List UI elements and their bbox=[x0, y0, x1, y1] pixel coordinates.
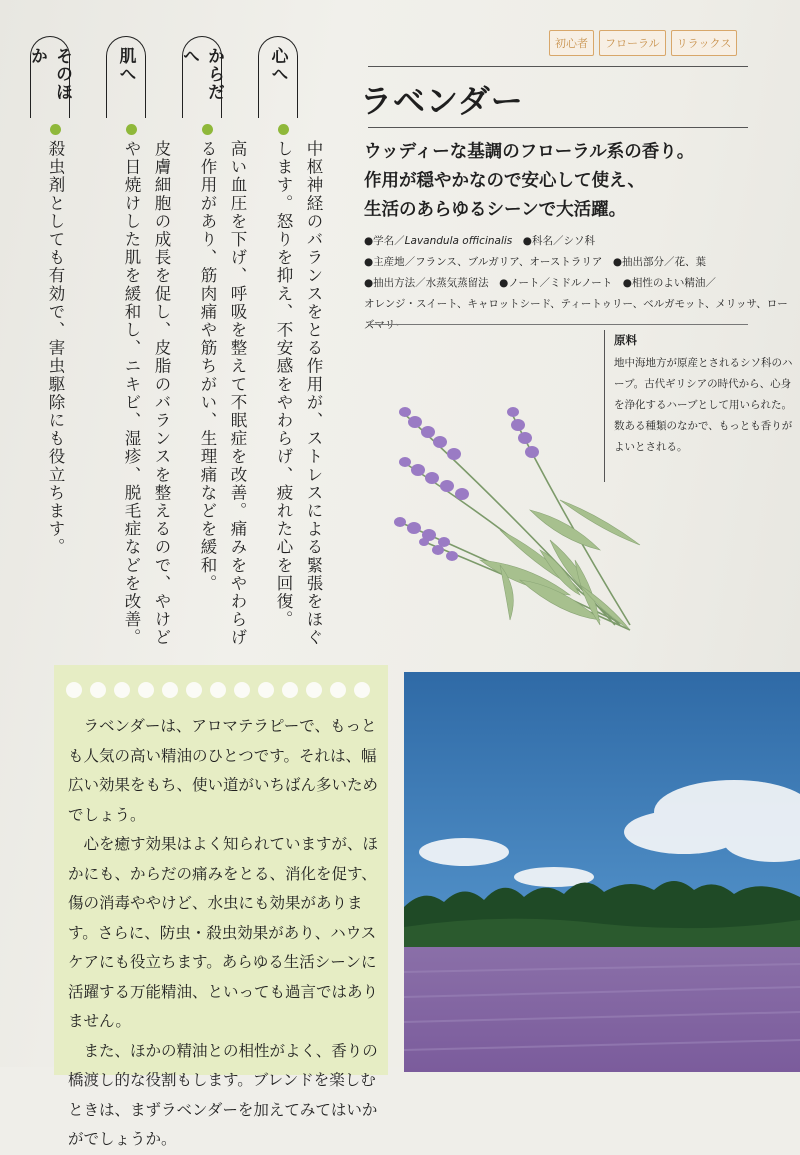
bullet-icon bbox=[126, 124, 137, 135]
column-tab-mind: 心へ bbox=[258, 36, 298, 118]
dot-icon bbox=[66, 682, 82, 698]
summary-line: ウッディーな基調のフローラル系の香り。 bbox=[364, 142, 695, 162]
origin-title: 原料 bbox=[614, 333, 637, 347]
column-text-mind: 中枢神経のバランスをとる作用が、ストレスによる緊張をほぐします。怒りを抑え、不安感をやわらげ、疲れた心を回復。 bbox=[274, 140, 323, 647]
dot-icon bbox=[258, 682, 274, 698]
lavender-illustration bbox=[380, 390, 680, 650]
dot-icon bbox=[210, 682, 226, 698]
dot-icon bbox=[282, 682, 298, 698]
tag-beginner: 初心者 bbox=[549, 30, 594, 56]
summary-line: 生活のあらゆるシーンで大活躍。 bbox=[364, 200, 627, 220]
dot-icon bbox=[186, 682, 202, 698]
info-paragraph: 心を癒す効果はよく知られていますが、ほかにも、からだの痛みをとる、消化を促す、傷の消毒ややけど、水虫にも効果があります。さらに、防虫・殺虫効果があり、ハウスケアにも役立ちます。あらゆる生活シーンに活躍する万能精油、といっても過言ではありません。 bbox=[68, 835, 379, 1030]
bullet-icon bbox=[202, 124, 213, 135]
property-list bbox=[364, 231, 794, 336]
divider bbox=[368, 324, 748, 325]
column-tab-body: からだへ bbox=[182, 36, 222, 118]
column-tab-other: そのほか bbox=[30, 36, 70, 118]
dot-icon bbox=[330, 682, 346, 698]
info-paragraph: ラベンダーは、アロマテラピーで、もっとも人気の高い精油のひとつです。それは、幅広い効果をもち、使い道がいちばん多いためでしょう。 bbox=[68, 717, 379, 824]
dot-icon bbox=[114, 682, 130, 698]
dot-icon bbox=[354, 682, 370, 698]
tag-floral: フローラル bbox=[599, 30, 666, 56]
dot-icon bbox=[90, 682, 106, 698]
property-line: オレンジ・スイート、キャロットシード、ティートゥリー、ベルガモット、メリッサ、ローズマリー bbox=[364, 298, 788, 331]
lavender-field-photo bbox=[404, 672, 800, 1072]
tag-list bbox=[549, 30, 737, 56]
info-paragraph: また、ほかの精油との相性がよく、香りの橋渡し的な役割もします。ブレンドを楽しむときは、まずラベンダーを加えてみてはいかがでしょうか。 bbox=[68, 1041, 378, 1148]
column-text-other: 殺虫剤としても有効で、害虫駆除にも役立ちます。 bbox=[46, 140, 65, 557]
summary bbox=[364, 138, 694, 225]
bullet-icon bbox=[50, 124, 61, 135]
latin-name: Lavandula officinalis bbox=[404, 235, 513, 247]
bullet-icon bbox=[278, 124, 289, 135]
dot-icon bbox=[162, 682, 178, 698]
property-line: ●主産地／フランス、ブルガリア、オーストラリア ●抽出部分／花、葉 bbox=[364, 256, 707, 268]
dot-icon bbox=[306, 682, 322, 698]
summary-line: 作用が穏やかなので安心して使え、 bbox=[364, 171, 646, 191]
origin-text: 地中海地方が原産とされるシソ科のハーブ。古代ギリシアの時代から、心身を浄化するハーブとして用いられた。数ある種類のなかで、もっとも香りがよいとされる。 bbox=[614, 357, 793, 453]
divider bbox=[368, 127, 748, 128]
dot-icon bbox=[138, 682, 154, 698]
info-box-text bbox=[68, 712, 382, 1155]
tag-relax: リラックス bbox=[671, 30, 738, 56]
column-text-skin: 皮膚細胞の成長を促し、皮脂のバランスを整えるので、やけどや日焼けした肌を緩和し、ニキビ、湿疹、脱毛症などを改善。 bbox=[122, 140, 171, 647]
property-line: ●学名／Lavandula officinalis ●科名／シソ科 bbox=[364, 235, 595, 247]
dot-border bbox=[66, 682, 370, 698]
property-line: ●抽出方法／水蒸気蒸留法 ●ノート／ミドルノート ●相性のよい精油／ bbox=[364, 277, 716, 289]
divider bbox=[368, 66, 748, 67]
column-text-body: 高い血圧を下げ、呼吸を整えて不眠症を改善。痛みをやわらげる作用があり、筋肉痛や筋ちがい、生理痛などを緩和。 bbox=[198, 140, 247, 647]
dot-icon bbox=[234, 682, 250, 698]
column-tab-skin: 肌へ bbox=[106, 36, 146, 118]
page-title: ラベンダー bbox=[360, 82, 524, 120]
